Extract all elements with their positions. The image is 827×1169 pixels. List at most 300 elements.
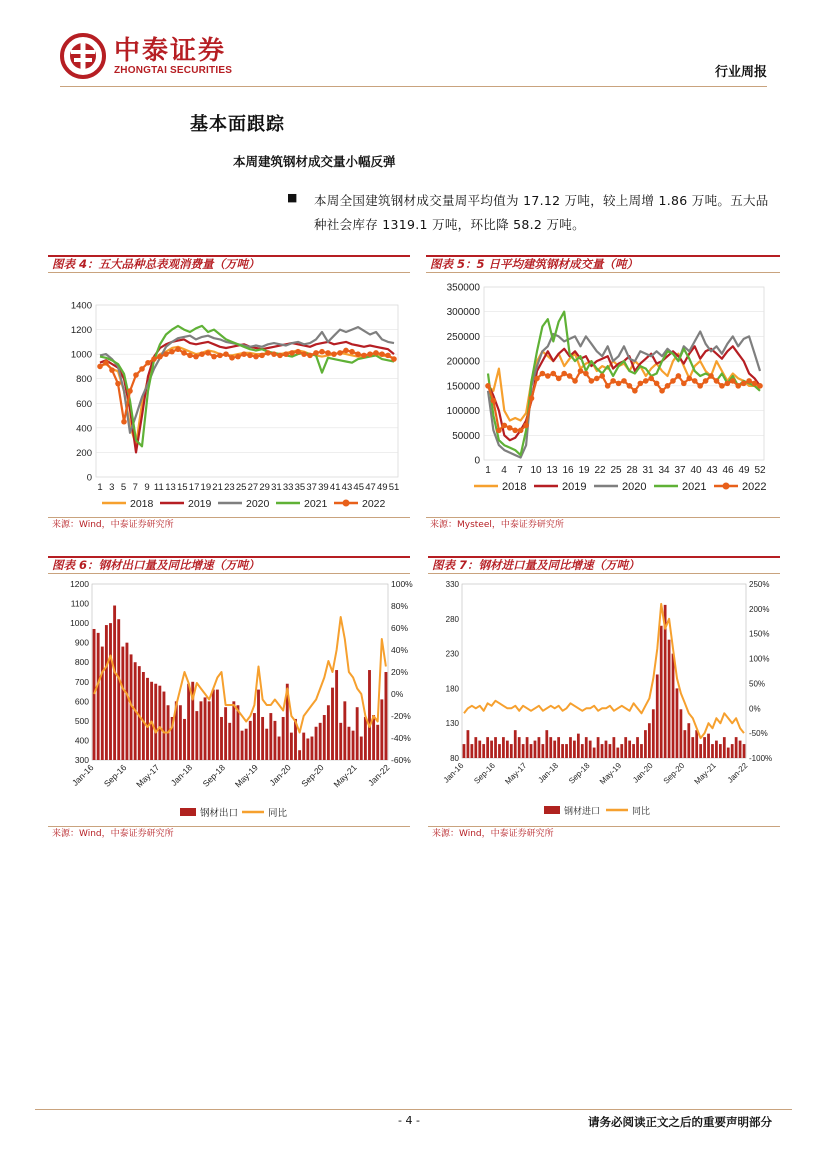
bar (711, 744, 714, 758)
bar (707, 734, 710, 758)
y-tick-label: 800 (74, 657, 89, 668)
bar (348, 727, 351, 760)
data-point-2022 (97, 364, 103, 370)
y-tick-label: 400 (74, 735, 89, 746)
x-tick-label: Sep-20 (299, 762, 326, 789)
x-tick-label: Sep-16 (472, 761, 497, 786)
bar (478, 741, 481, 758)
bar (163, 692, 166, 760)
bar (636, 737, 639, 758)
y-tick-label: 200 (76, 447, 92, 459)
x-tick-label: 45 (353, 482, 365, 493)
bar (232, 701, 235, 760)
x-tick-label: 34 (658, 465, 670, 476)
data-point-2022 (589, 378, 595, 384)
x-tick-label: 35 (294, 482, 306, 493)
legend-label: 2020 (246, 498, 270, 510)
x-tick-label: Jan-20 (631, 761, 655, 785)
x-tick-label: 23 (224, 482, 235, 493)
bar (735, 737, 738, 758)
data-point-2022 (692, 378, 698, 384)
bar (668, 640, 671, 758)
data-point-2022 (307, 353, 313, 359)
page-number: - 4 - (398, 1114, 420, 1127)
data-point-2022 (301, 351, 307, 357)
data-point-2022 (145, 360, 151, 366)
bar (339, 723, 342, 760)
data-point-2022 (379, 351, 385, 357)
y2-tick-label: 40% (391, 645, 409, 655)
bar (212, 690, 215, 760)
bar (597, 737, 600, 758)
x-tick-label: 25 (610, 465, 622, 476)
x-tick-label: 21 (212, 482, 223, 493)
data-point-2022 (605, 383, 611, 389)
data-point-2022 (708, 373, 714, 379)
data-point-2022 (757, 383, 763, 389)
chart-consumption (48, 275, 410, 515)
bar (195, 711, 198, 760)
data-point-2022 (746, 378, 752, 384)
x-tick-label: 1 (485, 465, 491, 476)
data-point-2022 (283, 351, 289, 357)
figure-4-source: 来源：Wind，中泰证券研究所 (48, 517, 410, 532)
data-point-2022 (496, 428, 502, 434)
bar (731, 744, 734, 758)
bar (282, 717, 285, 760)
x-tick-label: 39 (318, 482, 329, 493)
x-tick-label: Jan-22 (725, 761, 750, 785)
data-point-2022 (670, 378, 676, 384)
legend-label: 钢材进口 (564, 806, 601, 816)
bar (494, 737, 497, 758)
bar (624, 737, 627, 758)
y-tick-label: 330 (445, 580, 459, 589)
x-tick-label: 47 (365, 482, 376, 493)
data-point-2022 (313, 350, 319, 356)
data-point-2022 (550, 371, 556, 377)
bar (585, 737, 588, 758)
figure-6-title: 图表 6：钢材出口量及同比增速（万吨） (48, 556, 410, 574)
footer-divider (35, 1109, 792, 1110)
bar (245, 729, 248, 760)
data-point-2022 (223, 351, 229, 357)
header-divider (60, 86, 767, 87)
y2-tick-label: 0% (391, 689, 404, 699)
y-tick-label: 300000 (446, 307, 480, 319)
legend-swatch (544, 806, 560, 814)
data-point-2022 (648, 376, 654, 382)
legend-label: 2018 (502, 481, 527, 493)
x-tick-label: 11 (153, 482, 164, 493)
bar (545, 730, 548, 758)
y-tick-label: 700 (74, 676, 89, 687)
bar (249, 721, 252, 760)
x-tick-label: 7 (517, 465, 523, 476)
bar (561, 744, 564, 758)
bar (569, 737, 572, 758)
x-tick-label: 40 (690, 465, 702, 476)
bar (269, 713, 272, 760)
x-tick-label: 4 (501, 465, 507, 476)
legend-label: 2022 (742, 481, 767, 493)
data-point-2022 (139, 366, 145, 372)
bar (628, 741, 631, 758)
bar (534, 741, 537, 758)
bar (327, 705, 330, 760)
bar (573, 741, 576, 758)
y-tick-label: 230 (445, 649, 459, 659)
bar (142, 672, 145, 760)
data-point-2022 (217, 353, 223, 359)
bar (257, 690, 260, 760)
data-point-2022 (632, 388, 638, 394)
bar (553, 741, 556, 758)
data-point-2022 (561, 371, 567, 377)
bar (261, 717, 264, 760)
y-tick-label: 1000 (70, 349, 92, 361)
bar (660, 626, 663, 758)
legend-label: 2019 (188, 498, 212, 510)
bar (605, 741, 608, 758)
bar (549, 737, 552, 758)
bar (343, 701, 346, 760)
bar (490, 741, 493, 758)
x-tick-label: 43 (341, 482, 353, 493)
bar (253, 713, 256, 760)
y-tick-label: 400 (76, 423, 92, 435)
x-tick-label: Jan-16 (70, 762, 96, 788)
x-tick-label: 7 (132, 482, 138, 493)
data-point-2022 (703, 378, 709, 384)
x-tick-label: 3 (109, 482, 115, 493)
bar (323, 715, 326, 760)
x-tick-label: 43 (706, 465, 718, 476)
x-tick-label: 22 (594, 465, 606, 476)
data-point-2022 (289, 350, 295, 356)
bar (506, 741, 509, 758)
section-title: 基本面跟踪 (190, 114, 285, 135)
bar (179, 705, 182, 760)
legend-label: 钢材出口 (200, 808, 239, 819)
x-tick-label: 10 (530, 465, 542, 476)
x-tick-label: 17 (188, 482, 200, 493)
data-point-2022 (741, 381, 747, 387)
bar (146, 678, 149, 760)
chart-export (48, 576, 413, 824)
bar (319, 723, 322, 760)
x-tick-label: Sep-20 (661, 761, 687, 786)
sub-title: 本周建筑钢材成交量小幅反弹 (233, 154, 396, 169)
data-point-2022 (507, 425, 513, 431)
bar (482, 744, 485, 758)
bar (703, 737, 706, 758)
x-tick-label: 19 (200, 482, 212, 493)
bar (368, 670, 371, 760)
data-point-2022 (235, 354, 241, 360)
y-tick-label: 180 (445, 684, 459, 694)
y-tick-label: 80 (450, 754, 459, 763)
y-tick-label: 130 (445, 719, 459, 729)
data-point-2022 (643, 378, 649, 384)
x-tick-label: 41 (329, 482, 341, 493)
x-tick-label: Jan-18 (168, 762, 195, 788)
legend-label: 2021 (304, 498, 328, 510)
x-tick-label: 51 (388, 482, 400, 493)
bar (298, 750, 301, 760)
bar (632, 744, 635, 758)
y-tick-label: 1100 (70, 598, 89, 609)
bar (109, 623, 112, 760)
data-point-2022 (127, 388, 133, 394)
bar (526, 737, 529, 758)
bar (200, 701, 203, 760)
yoy-line (464, 604, 744, 738)
data-point-2022 (247, 353, 253, 359)
bar (644, 730, 647, 758)
data-point-2022 (331, 351, 337, 357)
data-point-2022 (567, 373, 573, 379)
data-point-2022 (265, 350, 271, 356)
y-tick-label: 800 (76, 374, 92, 386)
x-tick-label: 27 (247, 482, 259, 493)
data-point-2022 (373, 350, 379, 356)
bullet-square-icon: ■ (287, 191, 298, 204)
figure-4-title: 图表 4：五大品种总表观消费量（万吨） (48, 255, 410, 273)
y2-tick-label: -50% (749, 729, 768, 739)
data-point-2022 (714, 378, 720, 384)
bar (514, 730, 517, 758)
data-point-2022 (391, 356, 397, 362)
bar (463, 744, 466, 758)
x-tick-label: Sep-18 (200, 762, 228, 789)
data-point-2022 (686, 376, 692, 382)
bar (352, 731, 355, 760)
x-tick-label: Jan-18 (536, 761, 561, 785)
data-point-2022 (253, 354, 259, 360)
bar (97, 633, 100, 760)
bar (510, 744, 513, 758)
x-tick-label: May-17 (134, 762, 162, 790)
data-point-2022 (676, 373, 682, 379)
x-tick-label: 13 (546, 465, 558, 476)
bar (220, 717, 223, 760)
legend-marker (343, 500, 350, 507)
legend-marker (723, 483, 730, 490)
bar (376, 725, 379, 760)
data-point-2022 (638, 381, 644, 387)
y-tick-label: 600 (76, 398, 92, 410)
x-tick-label: Jan-22 (366, 762, 392, 788)
data-point-2022 (343, 348, 349, 354)
bar (364, 717, 367, 760)
y2-tick-label: -100% (749, 754, 773, 763)
y-tick-label: 600 (74, 696, 89, 707)
data-point-2022 (659, 388, 665, 394)
bar (640, 744, 643, 758)
chart-import (428, 576, 780, 824)
bar (105, 625, 108, 760)
data-point-2022 (616, 381, 622, 387)
x-tick-label: 9 (144, 482, 150, 493)
x-tick-label: 31 (642, 465, 654, 476)
data-point-2022 (187, 353, 193, 359)
x-tick-label: 52 (754, 465, 766, 476)
figure-6-source: 来源：Wind，中泰证券研究所 (48, 826, 410, 841)
data-point-2022 (485, 383, 491, 389)
disclaimer-note: 请务必阅读正文之后的重要声明部分 (588, 1115, 772, 1129)
company-logo (60, 33, 232, 79)
bar (356, 707, 359, 760)
data-point-2022 (594, 376, 600, 382)
data-point-2022 (572, 378, 578, 384)
bar (274, 721, 277, 760)
bar (589, 741, 592, 758)
x-tick-label: 1 (97, 482, 103, 493)
y-tick-label: 250000 (446, 331, 480, 343)
x-tick-label: Jan-16 (441, 761, 466, 785)
y2-tick-label: 150% (749, 629, 770, 639)
data-point-2022 (157, 354, 163, 360)
bar (208, 701, 211, 760)
legend-label: 2019 (562, 481, 587, 493)
logo-english-name: ZHONGTAI SECURITIES (114, 64, 233, 76)
data-point-2022 (175, 346, 181, 352)
bar (695, 730, 698, 758)
bar (557, 737, 560, 758)
x-tick-label: May-21 (692, 761, 718, 787)
y2-tick-label: 100% (391, 579, 413, 589)
y2-tick-label: 200% (749, 604, 770, 614)
bar (601, 744, 604, 758)
data-point-2022 (121, 419, 127, 425)
x-tick-label: 19 (578, 465, 590, 476)
x-tick-label: May-17 (503, 761, 529, 787)
y-tick-label: 1200 (70, 579, 89, 589)
bar (502, 737, 505, 758)
y2-tick-label: 80% (391, 601, 409, 611)
bar (154, 684, 157, 760)
summary-paragraph: 本周全国建筑钢材成交量周平均值为 17.12 万吨，较上周增 1.86 万吨。五大品种社会库存 1319.1 万吨，环比降 58.2 万吨。 (314, 193, 769, 232)
x-tick-label: 49 (738, 465, 750, 476)
data-point-2022 (599, 373, 605, 379)
bar (302, 733, 305, 760)
x-tick-label: 25 (235, 482, 247, 493)
data-point-2022 (133, 372, 139, 378)
data-point-2022 (512, 428, 518, 434)
x-tick-label: May-19 (597, 761, 624, 787)
bar (498, 744, 501, 758)
bar (609, 744, 612, 758)
bar (672, 654, 675, 758)
data-point-2022 (621, 378, 627, 384)
bar (522, 744, 525, 758)
bar (715, 741, 718, 758)
data-point-2022 (529, 395, 535, 401)
bar (360, 737, 363, 760)
x-tick-label: 37 (306, 482, 317, 493)
data-point-2022 (583, 371, 589, 377)
x-tick-label: 5 (120, 482, 127, 493)
bar (187, 684, 190, 760)
data-point-2022 (491, 398, 497, 404)
y-tick-label: 500 (74, 715, 89, 726)
data-point-2022 (319, 349, 325, 355)
data-point-2022 (169, 349, 175, 355)
x-tick-label: May-19 (232, 762, 260, 790)
data-point-2022 (295, 349, 301, 355)
y2-tick-label: 100% (749, 654, 770, 664)
bar (224, 707, 227, 760)
data-point-2022 (385, 353, 391, 359)
data-point-2022 (193, 354, 199, 360)
data-point-2022 (271, 351, 277, 357)
legend-swatch (180, 808, 196, 816)
data-point-2022 (627, 383, 633, 389)
series-line-2022 (100, 349, 394, 422)
y-tick-label: 350000 (446, 282, 480, 294)
y2-tick-label: 20% (391, 667, 409, 677)
y2-tick-label: -40% (391, 733, 411, 743)
bar (121, 647, 124, 760)
plot-frame (96, 305, 398, 477)
bar (612, 737, 615, 758)
bar (541, 744, 544, 758)
x-tick-label: 16 (562, 465, 574, 476)
chart-trade-volume (426, 275, 780, 515)
y-tick-label: 300 (74, 755, 89, 765)
data-point-2022 (719, 383, 725, 389)
bar (158, 686, 161, 760)
x-tick-label: 15 (177, 482, 188, 493)
x-tick-label: Sep-16 (101, 762, 129, 789)
y2-tick-label: 0% (749, 704, 761, 714)
bar (290, 733, 293, 760)
data-point-2022 (229, 355, 235, 361)
data-point-2022 (735, 383, 741, 389)
data-point-2022 (610, 378, 616, 384)
y-tick-label: 0 (86, 472, 92, 484)
bar (723, 737, 726, 758)
y2-tick-label: -60% (391, 755, 411, 765)
x-tick-label: 49 (376, 482, 388, 493)
legend-label: 2021 (682, 481, 707, 493)
bar (683, 730, 686, 758)
legend-label: 同比 (268, 808, 288, 819)
bar (581, 744, 584, 758)
figure-7-title: 图表 7：钢材进口量及同比增速（万吨） (428, 556, 780, 574)
bar (648, 723, 651, 758)
data-point-2022 (241, 351, 247, 357)
x-tick-label: 29 (259, 482, 270, 493)
data-point-2022 (151, 356, 157, 362)
report-type: 行业周报 (714, 65, 767, 80)
bar (335, 670, 338, 760)
y-tick-label: 1200 (70, 325, 92, 337)
data-point-2022 (654, 381, 660, 387)
data-point-2022 (367, 351, 373, 357)
data-point-2022 (697, 383, 703, 389)
bar (372, 715, 375, 760)
y-tick-label: 100000 (446, 406, 480, 418)
y-tick-label: 200000 (446, 356, 480, 368)
data-point-2022 (518, 428, 524, 434)
data-point-2022 (349, 349, 355, 355)
bar (656, 674, 659, 758)
bar (101, 647, 104, 760)
bar (699, 744, 702, 758)
y-tick-label: 1400 (70, 300, 92, 312)
